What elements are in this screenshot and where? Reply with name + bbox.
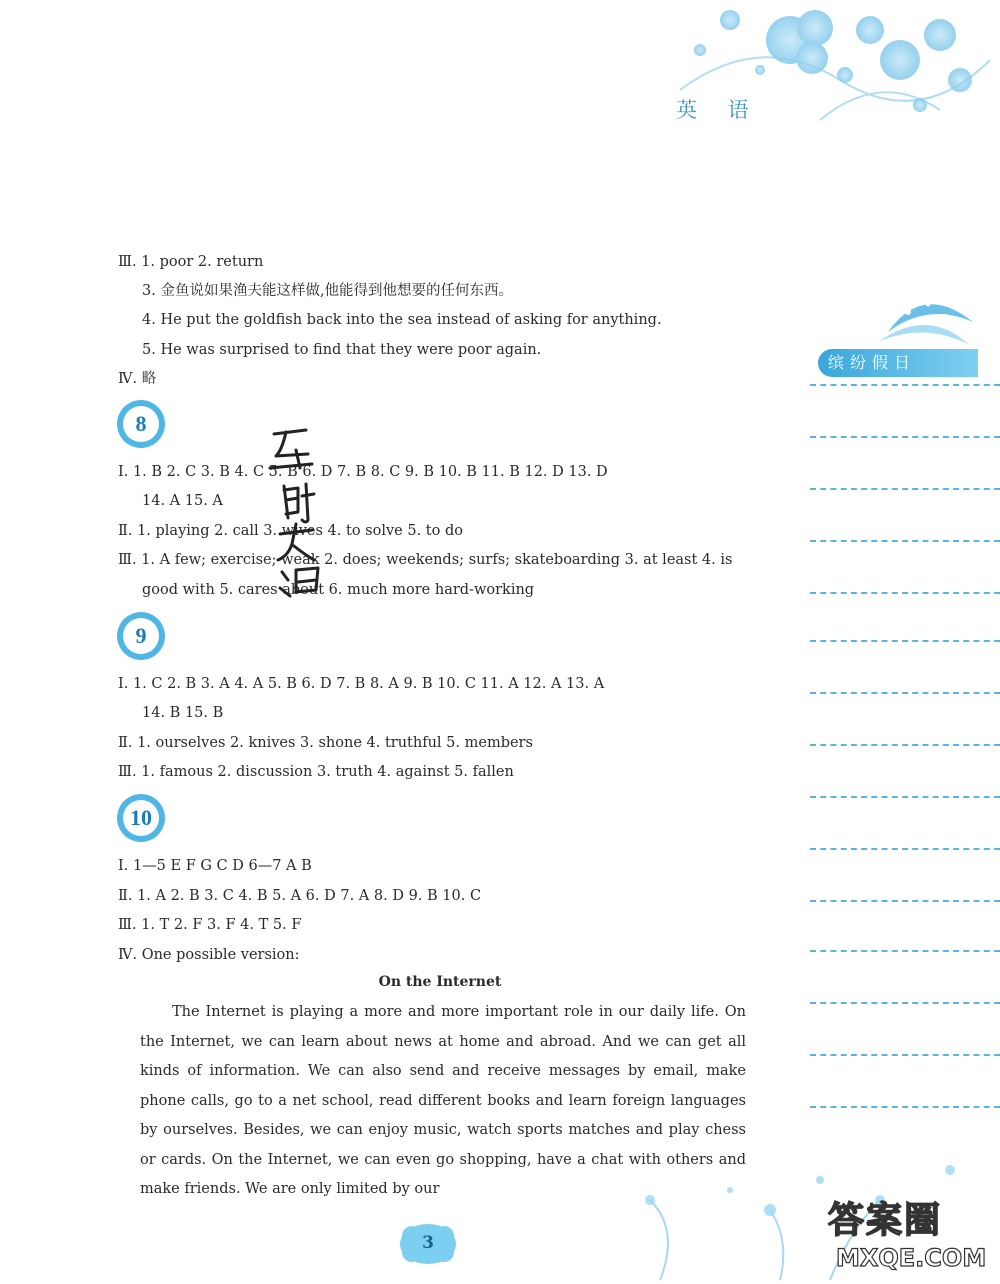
badge-number: 9 — [135, 623, 147, 648]
note-line — [810, 950, 1000, 952]
note-line — [810, 384, 1000, 386]
answer-line: 14. B 15. B — [142, 705, 224, 721]
answer-line: Ⅰ. 1—5 E F G C D 6—7 A B — [118, 858, 312, 874]
subject-title: 英 语 — [676, 98, 761, 122]
note-line — [810, 436, 1000, 438]
answer-line: Ⅱ. 1. A 2. B 3. C 4. B 5. A 6. D 7. A 8. D 9. B 10. C — [118, 888, 482, 904]
answer-line: 5. He was surprised to find that they were poor again. — [142, 342, 542, 358]
section-badge — [115, 398, 167, 450]
page-number: 3 — [422, 1233, 434, 1253]
note-line — [810, 540, 1000, 542]
sidebar-label: 缤纷假日 — [818, 349, 978, 377]
badge-number: 8 — [135, 411, 147, 436]
section-badge — [115, 610, 167, 662]
answer-line: Ⅰ. 1. B 2. C 3. B 4. C 5. B 6. D 7. B 8. C 9. B 10. B 11. B 12. D 13. D — [118, 464, 608, 480]
note-line — [810, 1106, 1000, 1108]
essay-title: On the Internet — [378, 974, 502, 990]
note-line — [810, 488, 1000, 490]
answer-line: Ⅲ. 1. T 2. F 3. F 4. T 5. F — [118, 917, 302, 933]
note-line — [810, 1002, 1000, 1004]
star-splash-icon — [868, 282, 978, 352]
note-line — [810, 592, 1000, 594]
watermark-text: 答案圈 — [828, 1200, 943, 1241]
answer-line: 3. 金鱼说如果渔夫能这样做,他能得到他想要的任何东西。 — [142, 283, 514, 299]
section-badge — [115, 792, 167, 844]
essay-paragraph: The Internet is playing a more and more important role in our daily life. On the Internet, we can learn about news at home and abroad. And we can get all kinds of information. We can also send and receive messages by email, make phone calls, go to a net school, read different books and learn foreign languages by ourselves. Besides, we can enjoy music, watch sports matches and play chess or cards. On the Internet, we can even go shopping, have a chat with others and make friends. We are only limited by our — [140, 1004, 746, 1197]
note-line — [810, 640, 1000, 642]
answer-line: Ⅱ. 1. playing 2. call 3. wives 4. to solve 5. to do — [118, 523, 463, 539]
answer-line: 14. A 15. A — [142, 493, 223, 509]
page-number-badge — [398, 1220, 458, 1266]
note-line — [810, 744, 1000, 746]
answer-line: 4. He put the goldfish back into the sea instead of asking for anything. — [142, 312, 662, 328]
note-line — [810, 796, 1000, 798]
watermark-url: MXQE.COM — [836, 1244, 987, 1272]
answer-line: Ⅱ. 1. ourselves 2. knives 3. shone 4. truthful 5. members — [118, 735, 533, 751]
answer-line: Ⅳ. 略 — [118, 371, 157, 387]
watermark-logo — [822, 1190, 1000, 1284]
answer-line: good with 5. cares about 6. much more hard-working — [142, 582, 535, 598]
answer-line: Ⅲ. 1. famous 2. discussion 3. truth 4. against 5. fallen — [118, 764, 514, 780]
handwriting-annotation — [262, 420, 362, 610]
note-line — [810, 848, 1000, 850]
answer-line: Ⅲ. 1. A few; exercise; weak 2. does; weekends; surfs; skateboarding 3. at least 4. is — [118, 552, 733, 568]
badge-number: 10 — [130, 805, 152, 830]
note-line — [810, 1054, 1000, 1056]
note-line — [810, 692, 1000, 694]
note-line — [810, 900, 1000, 902]
answer-line: Ⅲ. 1. poor 2. return — [118, 254, 264, 270]
answer-line: Ⅳ. One possible version: — [118, 947, 300, 963]
answer-line: Ⅰ. 1. C 2. B 3. A 4. A 5. B 6. D 7. B 8. A 9. B 10. C 11. A 12. A 13. A — [118, 676, 605, 692]
